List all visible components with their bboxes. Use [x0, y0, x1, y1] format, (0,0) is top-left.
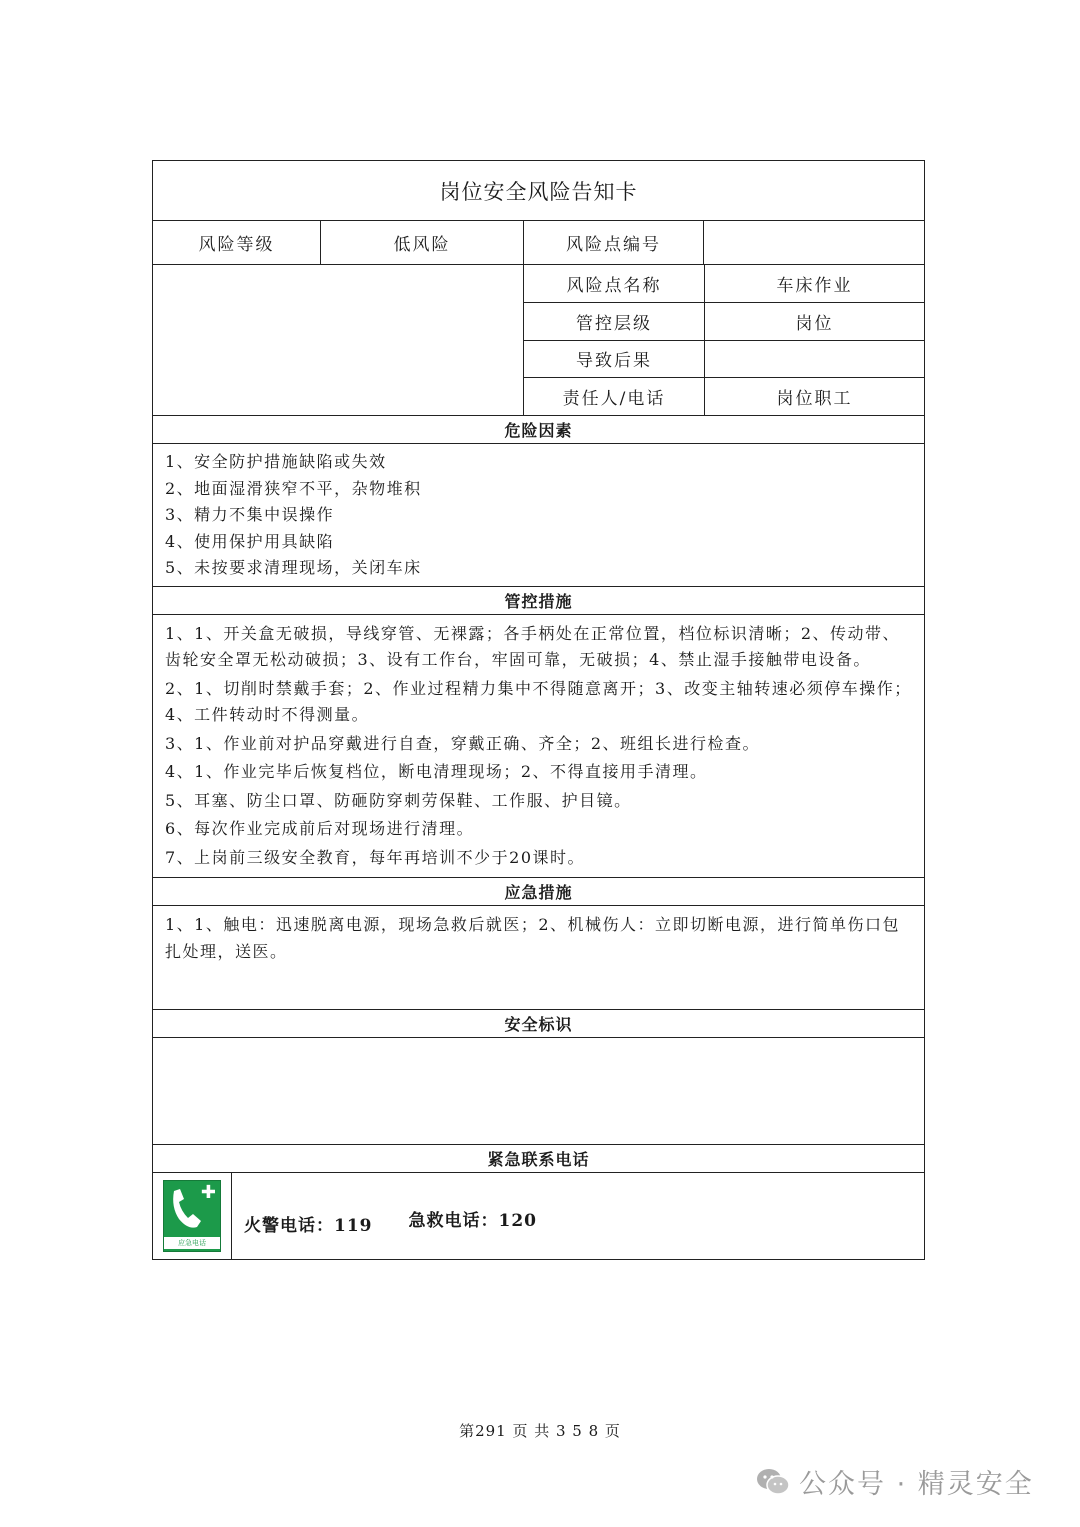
emergency-phone-caption: 应急电话	[164, 1237, 220, 1249]
hazard-item: 3、精力不集中误操作	[165, 505, 335, 524]
contact-row	[153, 1173, 924, 1259]
wechat-icon	[755, 1467, 791, 1497]
details-table	[524, 265, 924, 415]
controls-heading: 管控措施	[153, 587, 924, 615]
detail-value: 岗位	[795, 313, 834, 334]
control-item: 7、上岗前三级安全教育，每年再培训不少于20课时。	[165, 847, 586, 867]
hazard-item: 4、使用保护用具缺陷	[165, 531, 335, 551]
risk-point-no-label: 风险点编号	[524, 221, 704, 264]
detail-label: 风险点名称	[524, 265, 705, 302]
signs-heading: 安全标识	[153, 1010, 924, 1038]
plus-icon: ✚	[200, 1182, 216, 1203]
emergency-list	[153, 906, 924, 1010]
controls-list	[153, 615, 924, 879]
hazards-heading: 危险因素	[153, 416, 924, 444]
risk-level-row	[153, 221, 924, 265]
control-item: 5、耳塞、防尘口罩、防砸防穿刺劳保鞋、工作服、护目镜。	[165, 790, 632, 810]
detail-value: 车床作业	[776, 275, 853, 296]
detail-value: 岗位职工	[776, 389, 853, 410]
emergency-item: 1、1、触电：迅速脱离电源，现场急救后就医；2、机械伤人：立即切断电源，进行简单伤口包扎处理，送医。	[165, 915, 901, 961]
detail-row	[524, 341, 924, 379]
risk-level-label: 风险等级	[153, 221, 321, 264]
risk-level-value: 低风险	[321, 221, 524, 264]
risk-point-no-value	[704, 221, 924, 264]
risk-notice-card	[152, 160, 925, 1260]
emergency-phone-sign-cell	[153, 1173, 232, 1259]
handset-icon	[168, 1187, 202, 1231]
emergency-phone-icon	[163, 1180, 221, 1252]
hazard-item: 5、未按要求清理现场，关闭车床	[165, 558, 422, 577]
details-block	[153, 265, 924, 416]
detail-row	[524, 265, 924, 303]
hazard-item: 1、安全防护措施缺陷或失效	[165, 452, 387, 471]
wechat-watermark	[755, 1462, 1034, 1501]
ambulance-phone: 急救电话：120	[408, 1210, 537, 1231]
control-item: 2、1、切削时禁戴手套；2、作业过程精力集中不得随意离开；3、改变主轴转速必须停车操作；4、工件转动时不得测量。	[165, 678, 912, 724]
contact-numbers	[232, 1173, 924, 1259]
control-item: 4、1、作业完毕后恢复档位，断电清理现场；2、不得直接用手清理。	[165, 762, 708, 781]
hazard-item: 2、地面湿滑狭窄不平，杂物堆积	[165, 478, 422, 498]
watermark-text: 公众号 · 精灵安全	[799, 1469, 1034, 1500]
detail-label: 导致后果	[524, 341, 705, 378]
signs-area	[153, 1038, 924, 1145]
control-item: 6、每次作业完成前后对现场进行清理。	[165, 819, 475, 838]
card-title: 岗位安全风险告知卡	[153, 161, 924, 221]
contact-heading: 紧急联系电话	[153, 1145, 924, 1173]
image-placeholder-area	[153, 265, 524, 415]
detail-row	[524, 303, 924, 341]
control-item: 3、1、作业前对护品穿戴进行自查，穿戴正确、齐全；2、班组长进行检查。	[165, 733, 761, 753]
detail-label: 责任人/电话	[524, 378, 705, 415]
page-number: 第291 页 共 3 5 8 页	[459, 1422, 621, 1440]
emergency-heading: 应急措施	[153, 878, 924, 906]
fire-phone: 火警电话：119	[244, 1215, 373, 1236]
detail-label: 管控层级	[524, 303, 705, 340]
detail-row	[524, 378, 924, 415]
detail-value	[705, 341, 924, 378]
control-item: 1、1、开关盒无破损，导线穿管、无裸露；各手柄处在正常位置，档位标识清晰；2、传动带、齿轮安全罩无松动破损；3、设有工作台，牢固可靠，无破损；4、禁止湿手接触带电设备。	[165, 623, 901, 669]
hazards-list	[153, 444, 924, 587]
